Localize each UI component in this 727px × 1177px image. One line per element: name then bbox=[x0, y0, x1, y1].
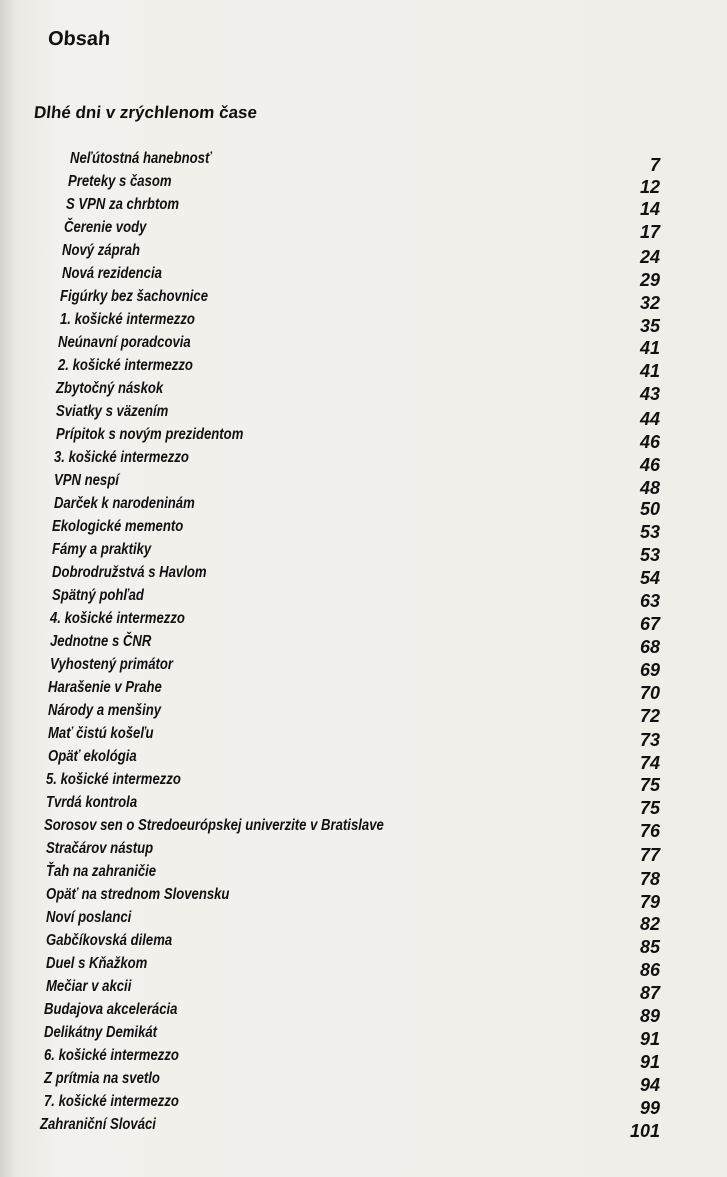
toc-entry-title: Mečiar v akcii bbox=[46, 978, 132, 995]
toc-entry-page: 41 bbox=[639, 361, 660, 381]
toc-entry-page: 63 bbox=[639, 591, 660, 611]
toc-entry-title: Národy a menšiny bbox=[48, 702, 162, 719]
toc-entry bbox=[40, 518, 680, 540]
toc-entry-page: 86 bbox=[639, 960, 660, 980]
toc-entry-page: 87 bbox=[639, 983, 660, 1003]
toc-entry bbox=[40, 311, 680, 336]
toc-entry-page: 82 bbox=[639, 914, 660, 934]
toc-entry bbox=[40, 1047, 680, 1072]
toc-entry-page: 17 bbox=[639, 222, 660, 242]
toc-entry bbox=[40, 196, 680, 218]
toc-entry-page: 29 bbox=[639, 270, 660, 290]
toc-entry bbox=[40, 1093, 680, 1118]
toc-entry-page: 46 bbox=[639, 432, 660, 452]
toc-entry bbox=[40, 403, 680, 429]
toc-entry-title: Noví poslanci bbox=[46, 909, 132, 926]
toc-entry-title: Neľútostná hanebnosť bbox=[70, 150, 212, 167]
toc-entry bbox=[40, 426, 680, 452]
toc-entry bbox=[40, 794, 680, 816]
toc-entry-title: Sviatky s väzením bbox=[56, 403, 169, 420]
toc-entry-title: Dobrodružstvá s Havlom bbox=[52, 564, 207, 581]
toc-entry-title: Budajova akcelerácia bbox=[44, 1001, 178, 1018]
toc-entry-title: 6. košické intermezzo bbox=[44, 1047, 179, 1064]
toc-entry-page: 73 bbox=[639, 730, 660, 750]
toc-entry-title: 7. košické intermezzo bbox=[44, 1093, 179, 1110]
toc-entry-title: 2. košické intermezzo bbox=[58, 357, 193, 374]
toc-entry-title: Vyhostený primátor bbox=[50, 656, 173, 673]
toc-entry-title: Neúnavní poradcovia bbox=[58, 334, 191, 351]
toc-entry-page: 68 bbox=[639, 637, 660, 657]
toc-entry-title: Spätný pohľad bbox=[52, 587, 144, 604]
toc-entry bbox=[40, 702, 680, 724]
toc-entry bbox=[40, 1001, 680, 1026]
toc-entry bbox=[40, 748, 680, 773]
toc-entry-page: 72 bbox=[639, 706, 660, 726]
toc-entry-title: Zahraniční Slováci bbox=[40, 1116, 156, 1133]
toc-entry-title: S VPN za chrbtom bbox=[66, 196, 180, 213]
toc-entry-title: Opäť ekológia bbox=[48, 748, 137, 765]
toc-entry-title: Mať čistú košeľu bbox=[48, 725, 154, 742]
toc-entry bbox=[40, 541, 680, 563]
toc-entry bbox=[40, 656, 680, 678]
toc-entry-title: Harašenie v Prahe bbox=[48, 679, 162, 696]
toc-entry bbox=[40, 564, 680, 586]
toc-entry bbox=[40, 357, 680, 379]
toc-entry bbox=[40, 909, 680, 934]
toc-entry bbox=[40, 955, 680, 980]
toc-entry-page: 35 bbox=[639, 316, 660, 336]
toc-entry bbox=[40, 1116, 680, 1141]
toc-entry-page: 53 bbox=[639, 522, 660, 542]
toc-entry bbox=[40, 380, 680, 402]
toc-entry-title: Čerenie vody bbox=[64, 219, 147, 236]
toc-entry-page: 99 bbox=[639, 1098, 660, 1118]
toc-entry bbox=[40, 449, 680, 475]
toc-entry-page: 78 bbox=[639, 869, 660, 889]
toc-entry bbox=[40, 587, 680, 609]
toc-entry bbox=[40, 150, 680, 175]
toc-entry bbox=[40, 840, 680, 865]
toc-entry-page: 14 bbox=[639, 199, 660, 219]
toc-entry-title: 1. košické intermezzo bbox=[60, 311, 195, 328]
toc-entry-title: Opäť na strednom Slovensku bbox=[46, 886, 230, 903]
toc-entry-title: Tvrdá kontrola bbox=[46, 794, 138, 811]
toc-entry-title: Stračárov nástup bbox=[46, 840, 154, 857]
toc-entry bbox=[40, 173, 680, 195]
toc-entry-title: VPN nespí bbox=[54, 472, 119, 489]
toc-entry bbox=[40, 633, 680, 655]
gutter-shadow bbox=[0, 0, 16, 1177]
toc-entry bbox=[40, 679, 680, 701]
toc-entry-page: 50 bbox=[639, 499, 660, 519]
toc-entry bbox=[40, 932, 680, 957]
toc-entry bbox=[40, 334, 680, 356]
toc-entry-page: 48 bbox=[639, 478, 660, 498]
toc-entry bbox=[40, 978, 680, 1003]
toc-entry-page: 101 bbox=[629, 1121, 660, 1141]
toc-entry-page: 46 bbox=[639, 455, 660, 475]
toc-entry-title: Delikátny Demikát bbox=[44, 1024, 158, 1041]
toc-entry bbox=[40, 610, 680, 632]
toc-entry-title: 4. košické intermezzo bbox=[50, 610, 185, 627]
toc-entry-title: Zbytočný náskok bbox=[56, 380, 164, 397]
toc-entry bbox=[40, 771, 680, 793]
toc-entry-page: 24 bbox=[639, 247, 660, 267]
toc-entry-title: Gabčíkovská dilema bbox=[46, 932, 173, 949]
toc-entry bbox=[40, 1024, 680, 1049]
toc-entry-page: 7 bbox=[649, 155, 660, 175]
toc-entry bbox=[40, 725, 680, 750]
toc-entry bbox=[40, 817, 680, 839]
toc-entry bbox=[40, 288, 680, 313]
toc-entry-page: 69 bbox=[639, 660, 660, 680]
toc-entry-title: Prípitok s novým prezidentom bbox=[56, 426, 244, 443]
toc-entry-title: Nová rezidencia bbox=[62, 265, 162, 282]
toc-entry-page: 91 bbox=[639, 1052, 660, 1072]
toc-entry-page: 44 bbox=[639, 409, 660, 429]
toc-entry-title: Z prítmia na svetlo bbox=[44, 1070, 160, 1087]
toc-entry-page: 79 bbox=[639, 892, 660, 912]
toc-entry-page: 74 bbox=[639, 753, 660, 773]
toc-entry-page: 53 bbox=[639, 545, 660, 565]
toc-entry-page: 85 bbox=[639, 937, 660, 957]
toc-entry-title: Jednotne s ČNR bbox=[50, 633, 152, 650]
toc-entry-title: 5. košické intermezzo bbox=[46, 771, 181, 788]
toc-entry-page: 89 bbox=[639, 1006, 660, 1026]
toc-entry-page: 77 bbox=[639, 845, 660, 865]
toc-entry-title: Nový záprah bbox=[62, 242, 141, 259]
toc-entry-title: Duel s Kňažkom bbox=[46, 955, 148, 972]
toc-entry-page: 70 bbox=[639, 683, 660, 703]
toc-entry-page: 94 bbox=[639, 1075, 660, 1095]
toc-entry bbox=[40, 863, 680, 889]
toc-entry-title: Preteky s časom bbox=[68, 173, 172, 190]
toc-entry-title: Ťah na zahraničie bbox=[46, 863, 157, 880]
toc-entry-title: Sorosov sen o Stredoeurópskej univerzite v Bratislave bbox=[44, 817, 384, 834]
toc-entry-page: 75 bbox=[639, 798, 660, 818]
toc-entry-page: 75 bbox=[639, 775, 660, 795]
toc-entry bbox=[40, 242, 680, 267]
toc-entry-page: 76 bbox=[639, 821, 660, 841]
toc-entry bbox=[40, 472, 680, 498]
toc-entry-page: 32 bbox=[639, 293, 660, 313]
toc-entry-page: 41 bbox=[639, 338, 660, 358]
toc-entry-title: Darček k narodeninám bbox=[54, 495, 195, 512]
page-title: Obsah bbox=[47, 28, 112, 50]
toc-entry bbox=[40, 886, 680, 912]
section-heading: Dlhé dni v zrýchlenom čase bbox=[33, 103, 259, 122]
toc-entry-page: 91 bbox=[639, 1029, 660, 1049]
toc-entry-page: 43 bbox=[639, 384, 660, 404]
toc-entry bbox=[40, 495, 680, 517]
toc-entry-page: 12 bbox=[639, 177, 660, 197]
toc-entry bbox=[40, 1070, 680, 1095]
toc-entry bbox=[40, 265, 680, 290]
toc-entry-title: Figúrky bez šachovnice bbox=[60, 288, 209, 305]
toc-entry-title: Ekologické memento bbox=[52, 518, 184, 535]
toc-entry bbox=[40, 219, 680, 241]
toc-entry-title: Fámy a praktiky bbox=[52, 541, 152, 558]
toc-entry-page: 54 bbox=[639, 568, 660, 588]
toc-entry-title: 3. košické intermezzo bbox=[54, 449, 189, 466]
toc-entry-page: 67 bbox=[639, 614, 660, 634]
